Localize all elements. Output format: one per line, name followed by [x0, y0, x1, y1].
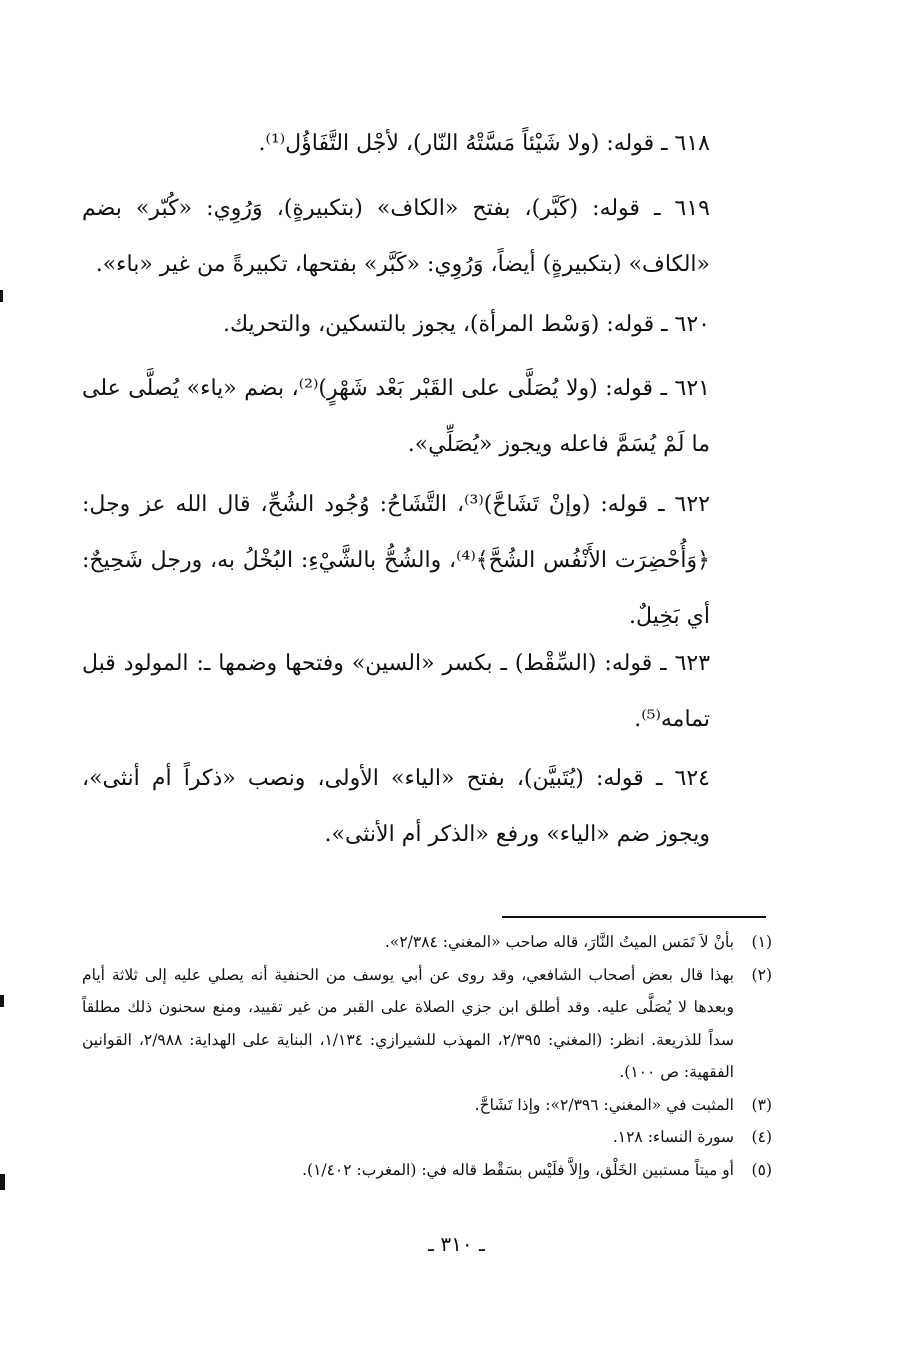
entry-619: ٦١٩ ـ قوله: (كَبَّر)، بفتح «الكاف» (بتكبيرةٍ)، وَرُوِي: «كُبّر» بضم «الكاف» (بتكبيرةٍ) أيضاً، وَرُوِي: «كَبَّر» بفتحها، تكبيرةً من غير «باء».: [82, 196, 710, 277]
footnote-text: المثبت في «المغني: ٢/٣٩٦»: وإذا تَشَاحَّ.: [474, 1095, 734, 1114]
page-number: ـ ٣١٠ ـ: [428, 1232, 485, 1256]
footnote-number: (٢): [751, 965, 772, 984]
footnote-4: [82, 1121, 772, 1154]
footnote-text: أو ميتاً مستبين الخَلْق، وإلاَّ فلَيْس بسَقْط قاله في: (المغرب: ١/٤٠٢).: [302, 1160, 734, 1179]
entry-618: ٦١٨ ـ قوله: (ولا شَيْئاً مَسَّتْهُ النّار)، لأجْل التَّفَاؤُل⁽¹⁾.: [258, 131, 710, 156]
footnote-number: (٤): [751, 1128, 772, 1146]
entry-624: ٦٢٤ ـ قوله: (يُتَبيَّن)، بفتح «الياء» الأولى، ونصب «ذكراً أم أنثى»، ويجوز ضم «الياء» ورفع «الذكر أم الأنثى».: [82, 766, 710, 847]
footnote-3: [82, 1089, 772, 1122]
footnote-5: [82, 1154, 772, 1187]
entry-620: ٦٢٠ ـ قوله: (وَسْط المرأة)، يجوز بالتسكين، والتحريك.: [223, 312, 710, 337]
footnote-text: سورة النساء: ١٢٨.: [612, 1128, 734, 1146]
footnote-number: (٥): [751, 1160, 772, 1179]
scan-edge-mark: [0, 290, 3, 302]
footnote-number: (١): [751, 933, 772, 951]
footnote-2: [82, 959, 772, 1089]
entry-622: ٦٢٢ ـ قوله: (وإنْ تَشَاحَّ)⁽³⁾، التَّشَاحُ: وُجُود الشُحِّ، قال الله عز وجل: ﴿وَأُحْضِرَت الأَنْفُس الشُحَّ﴾⁽⁴⁾، والشُحُّ بالشَّيْءِ: البُخْلُ به، ورجل شَحِيحٌ: أي بَخِيلٌ.: [82, 492, 710, 629]
footnote-text: بأنْ لاَ تَمَس الميتُ النَّارَ، قاله صاحب «المغني: ٢/٣٨٤».: [384, 933, 734, 951]
footnotes-section: [82, 926, 772, 1186]
entry-621: ٦٢١ ـ قوله: (ولا يُصَلَّى على القَبْر بَعْد شَهْرٍ)⁽²⁾، بضم «ياء» يُصلَّى على ما لَمْ يُسَمَّ فاعله ويجوز «يُصَلِّي».: [82, 376, 710, 457]
scan-edge-mark: [0, 1174, 5, 1190]
scan-edge-mark: [0, 995, 4, 1007]
footnote-1: [82, 926, 772, 959]
footnote-divider: [502, 916, 766, 918]
footnote-text: بهذا قال بعض أصحاب الشافعي، وقد روى عن أبي يوسف من الحنفية أنه يصلي عليه إلى ثلاثة أيام وبعدها لا يُصَلَّى عليه. وقد أطلق ابن جزي الصلاة على القبر من غير تقييد، ومنع سحنون ذلك مطلقاً سداً للذريعة. انظر: (المغني: ٢/٣٩٥، المهذب للشيرازي: ١/١٣٤، البناية على الهداية: ٢/٩٨٨، القوانين الفقهية: ص ١٠٠).: [82, 965, 735, 1081]
footnote-number: (٣): [751, 1095, 772, 1114]
entry-623: ٦٢٣ ـ قوله: (السِّقْط) ـ بكسر «السين» وفتحها وضمها ـ: المولود قبل تمامه⁽⁵⁾.: [82, 651, 711, 732]
